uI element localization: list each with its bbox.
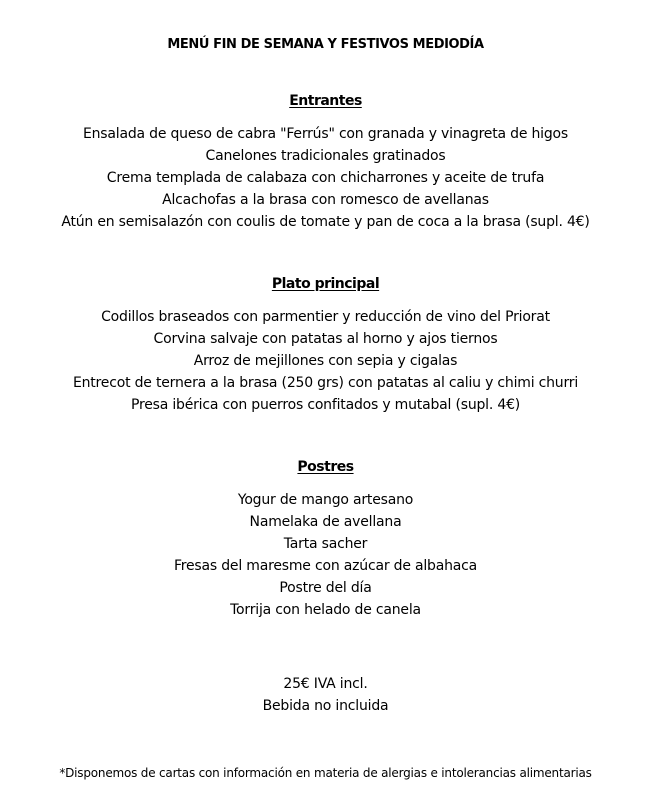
menu-item: Postre del día (279, 580, 372, 596)
menu-item: Fresas del maresme con azúcar de albahaca (173, 558, 478, 574)
menu-item: Atún en semisalazón con coulis de tomate y pan de coca a la brasa (supl. 4€) (61, 214, 590, 230)
menu-item: Alcachofas a la brasa con romesco de avellanas (162, 192, 489, 208)
menu-item: Presa ibérica con puerros confitados y mutabal (supl. 4€) (130, 397, 521, 413)
page-title: MENÚ FIN DE SEMANA Y FESTIVOS MEDIODÍA (167, 37, 484, 52)
menu-item: Tarta sacher (283, 536, 368, 552)
section-heading-postres: Postres (297, 459, 354, 475)
menu-item: Entrecot de ternera a la brasa (250 grs) con patatas al caliu y chimi churri (72, 375, 579, 391)
menu-item: Arroz de mejillones con sepia y cigalas (193, 353, 458, 369)
price-block (0, 673, 651, 717)
drinks-note: Bebida no incluida (262, 698, 389, 714)
menu-item: Ensalada de queso de cabra "Ferrús" con granada y vinagreta de higos (82, 126, 569, 142)
menu-item: Namelaka de avellana (249, 514, 402, 530)
menu-item: Yogur de mango artesano (237, 492, 414, 508)
menu-item: Torrija con helado de canela (230, 602, 421, 618)
price-text: 25€ IVA incl. (283, 676, 368, 692)
section-entrantes (0, 92, 651, 233)
menu-item: Canelones tradicionales gratinados (205, 148, 446, 164)
menu-item: Corvina salvaje con patatas al horno y ajos tiernos (153, 331, 498, 347)
section-postres (0, 458, 651, 621)
section-heading-plato-principal: Plato principal (271, 276, 380, 292)
menu-item: Crema templada de calabaza con chicharrones y aceite de trufa (106, 170, 545, 186)
section-plato-principal (0, 275, 651, 416)
section-heading-entrantes: Entrantes (289, 93, 362, 109)
menu-item: Codillos braseados con parmentier y reducción de vino del Priorat (101, 309, 550, 325)
allergy-disclaimer: *Disponemos de cartas con información en materia de alergias e intolerancias alimentarias (59, 766, 592, 780)
